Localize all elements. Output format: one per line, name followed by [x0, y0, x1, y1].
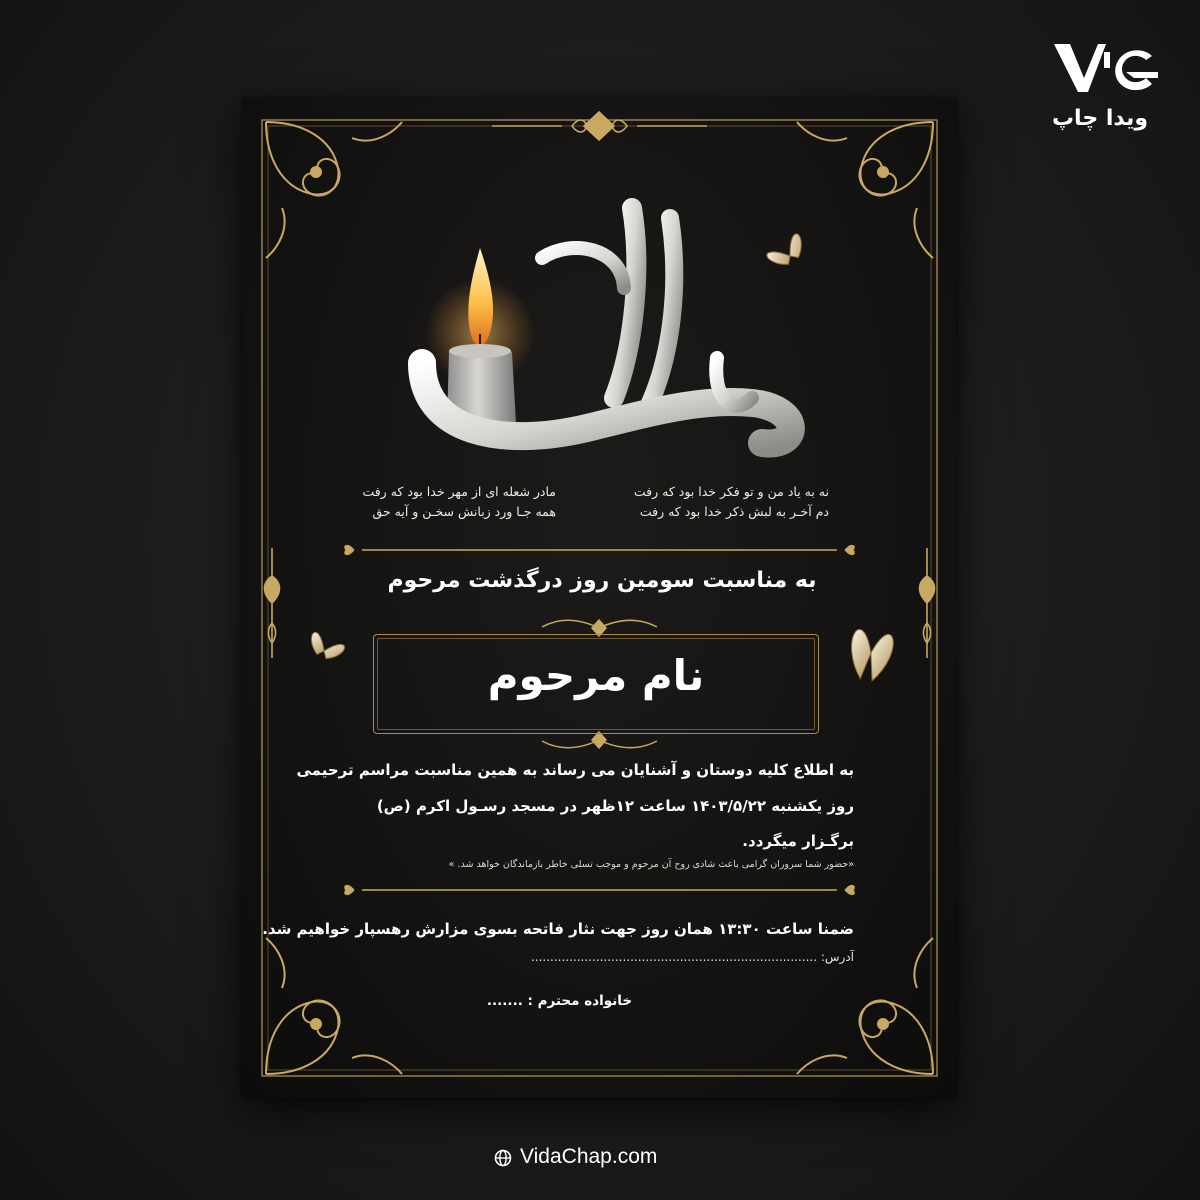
note: «حضور شما سروران گرامی باعث شادی روح آن مرحوم و موجب تسلی خاطر بازماندگان خواهد شد. »	[448, 859, 854, 870]
website-footer[interactable]	[494, 1144, 734, 1174]
address-line: آدرس: ...........................................................................	[530, 950, 854, 964]
deceased-name: نام مرحوم	[487, 651, 705, 700]
globe-icon	[494, 1149, 512, 1167]
brand-name: ویدا چاپ	[1051, 106, 1149, 131]
verse-line: نه به یاد من و تو فکر خدا بود که رفت	[633, 484, 829, 499]
verse-left	[334, 482, 556, 522]
calligraphy-title: مادر	[598, 478, 600, 479]
verse-line: همه جـا ورد زبانش سخـن و آیه حق	[372, 504, 556, 519]
right-side-ornament	[920, 548, 935, 658]
family-line: خانواده محترم : .......	[486, 993, 633, 1009]
body-line: به اطلاع کلیه دوستان و آشنایان می رساند به همین مناسبت مراسم ترحیمی	[296, 761, 854, 779]
brand-logo	[1040, 38, 1170, 138]
divider-top	[345, 545, 855, 554]
name-box-bottom-ornament	[542, 732, 657, 748]
divider-bottom	[345, 885, 855, 894]
body-line: روز یکشنبه ۱۴۰۳/۵/۲۲ ساعت ۱۲ظهر در مسجد رسـول اکرم (ص)	[376, 797, 854, 815]
website-link[interactable]: VidaChap.com	[520, 1145, 658, 1168]
verse-right	[587, 482, 829, 522]
body-line: برگـزار میگردد.	[742, 832, 854, 850]
vida-logo-mark-icon	[1048, 38, 1160, 100]
headline: به مناسبت سومین روز درگذشت مرحوم	[387, 568, 817, 593]
closing-line: ضمنا ساعت ۱۳:۳۰ همان روز جهت نثار فاتحه بسوی مزارش رهسپار خواهیم شد.	[262, 920, 854, 938]
butterfly-icon	[846, 628, 895, 683]
butterfly-icon	[306, 631, 346, 664]
verse-line: مادر شعله ای از مهر خدا بود که رفت	[362, 484, 556, 499]
name-box	[373, 634, 819, 734]
memorial-poster	[242, 98, 957, 1098]
verse-line: دم آخـر به لبش ذکر خدا بود که رفت	[639, 504, 829, 519]
calligraphy-artwork	[242, 98, 957, 498]
left-side-ornament	[265, 548, 280, 658]
